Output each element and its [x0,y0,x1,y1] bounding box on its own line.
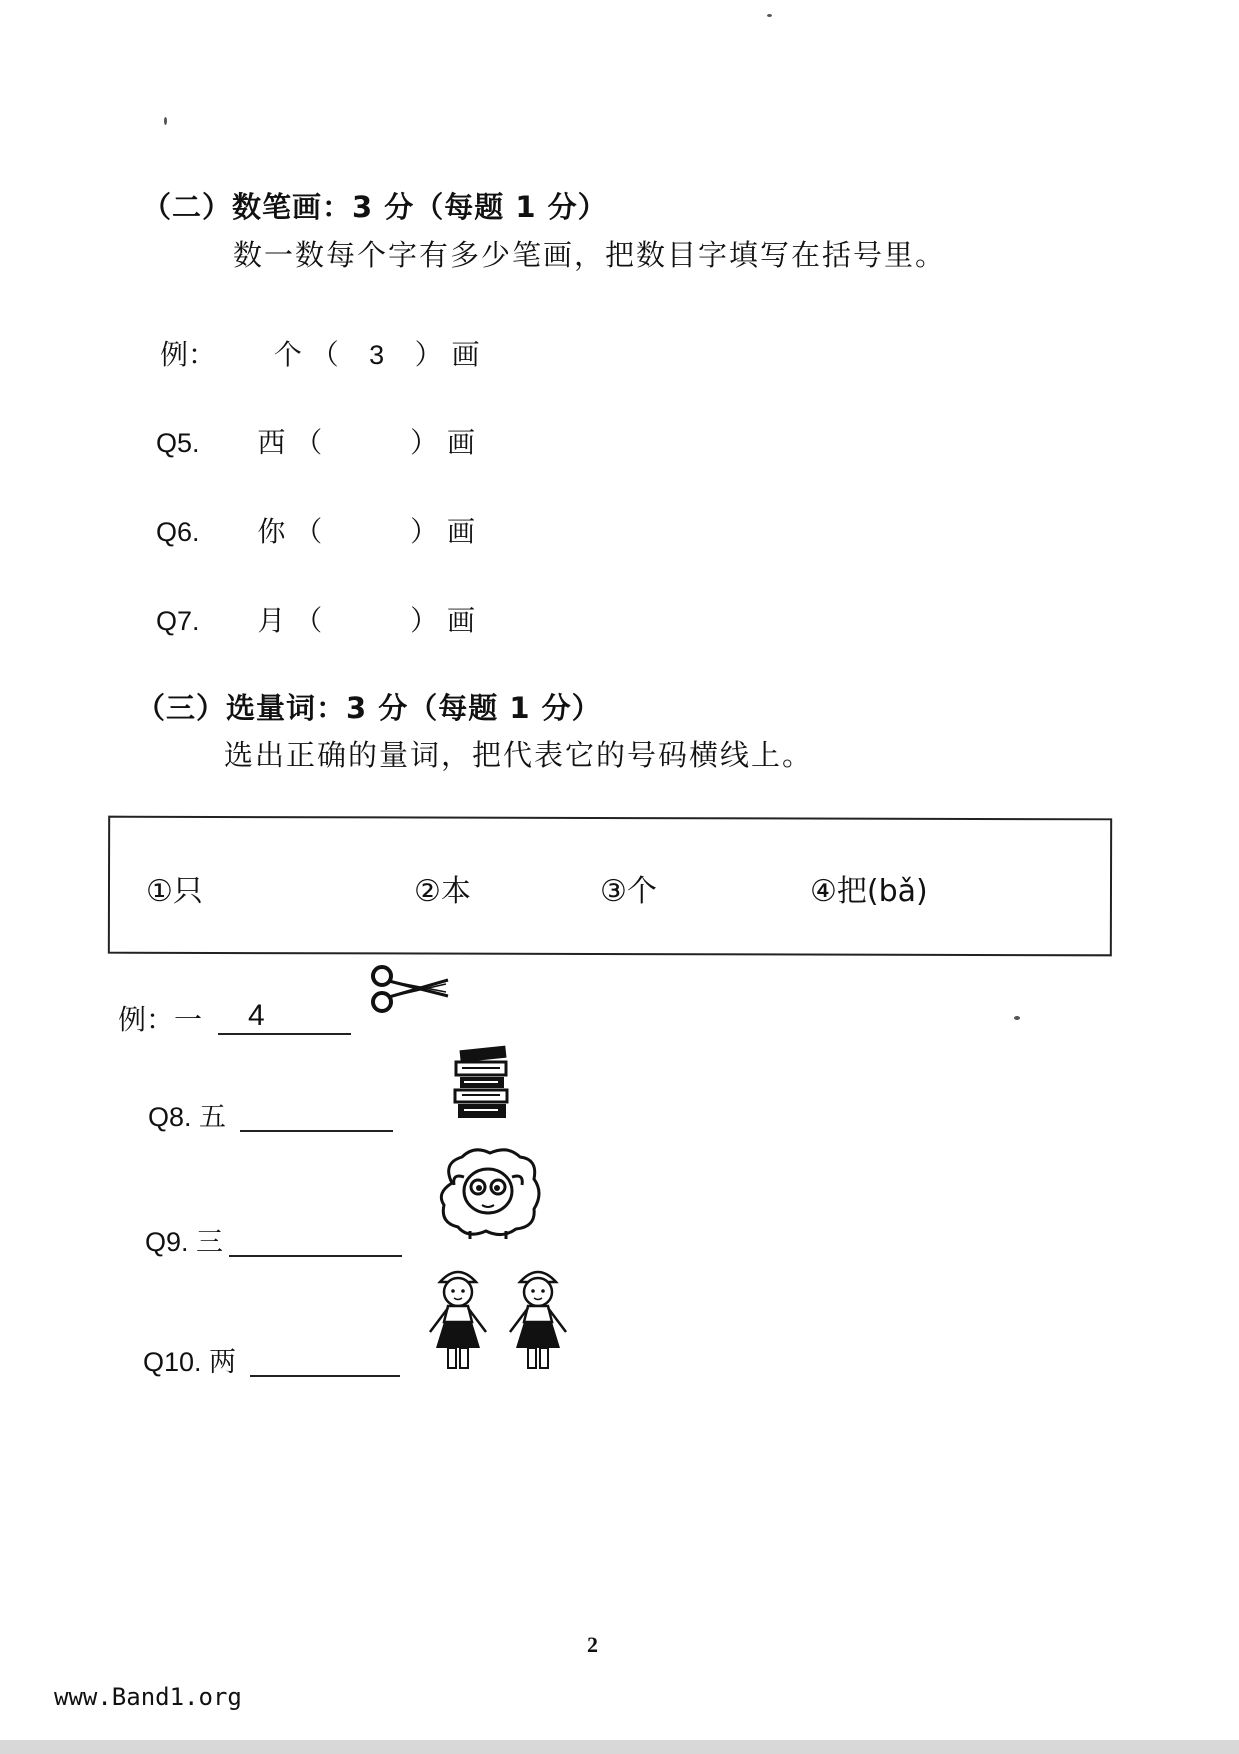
question-unit: 画 [447,515,476,548]
question-number: Q7. [156,606,200,636]
example-char: 个 [273,338,302,371]
two-girls-icon [420,1258,580,1376]
open-paren: （ [294,426,323,459]
question-q9-label: Q9. 三 [145,1227,224,1257]
scan-speck [164,117,167,125]
section3-example-line [218,999,351,1035]
example-close-paren: ） [414,338,443,371]
sheep-icon [430,1143,550,1243]
option-3: ③个 [600,874,657,909]
scan-speck [767,14,772,17]
section2-instruction: 数一数每个字有多少笔画，把数目字填写在括号里。 [233,238,947,272]
example-unit: 画 [451,338,480,371]
close-paren: ） [410,426,439,459]
question-number: Q5. [156,428,200,458]
option-1: ①只 [146,874,203,909]
question-row-q5 [156,421,475,461]
close-paren: ） [410,604,439,637]
section2-title: （二）数笔画：3 分（每题 1 分） [142,190,608,224]
open-paren: （ [294,604,323,637]
question-char: 西 [257,426,286,459]
option-2: ②本 [414,874,471,909]
example-open-paren: （ [310,338,339,371]
answer-line-q9[interactable] [229,1225,402,1257]
question-char: 你 [257,515,286,548]
section3-example-answer: 4 [248,999,265,1032]
question-unit: 画 [447,426,476,459]
section2-example [160,333,480,373]
question-unit: 画 [447,604,476,637]
question-number: Q6. [156,517,200,547]
example-label: 例： [160,338,217,371]
question-row-q7 [156,599,475,639]
answer-line-q8[interactable] [240,1100,393,1132]
scan-speck [1014,1016,1020,1020]
section3-title: （三）选量词：3 分（每题 1 分） [136,691,602,725]
scan-bottom-edge [0,1740,1239,1754]
question-row-q6 [156,510,475,550]
option-4: ④把(bǎ) [810,874,928,909]
footer-url[interactable]: www.Band1.org [54,1683,242,1711]
page-number: 2 [587,1632,598,1657]
example-answer: 3 [369,340,385,370]
girl-figure-right [510,1272,566,1368]
section3-example-label: 例：一 [118,1003,203,1036]
open-paren: （ [294,515,323,548]
question-q10-label: Q10. 两 [143,1347,237,1377]
books-stack-icon [450,1042,516,1124]
close-paren: ） [410,515,439,548]
answer-line-q10[interactable] [250,1345,400,1377]
question-char: 月 [257,604,286,637]
section3-instruction: 选出正确的量词，把代表它的号码横线上。 [224,738,814,772]
scissors-icon [368,962,452,1016]
girl-figure-left [430,1272,486,1368]
question-q8-label: Q8. 五 [148,1102,227,1132]
